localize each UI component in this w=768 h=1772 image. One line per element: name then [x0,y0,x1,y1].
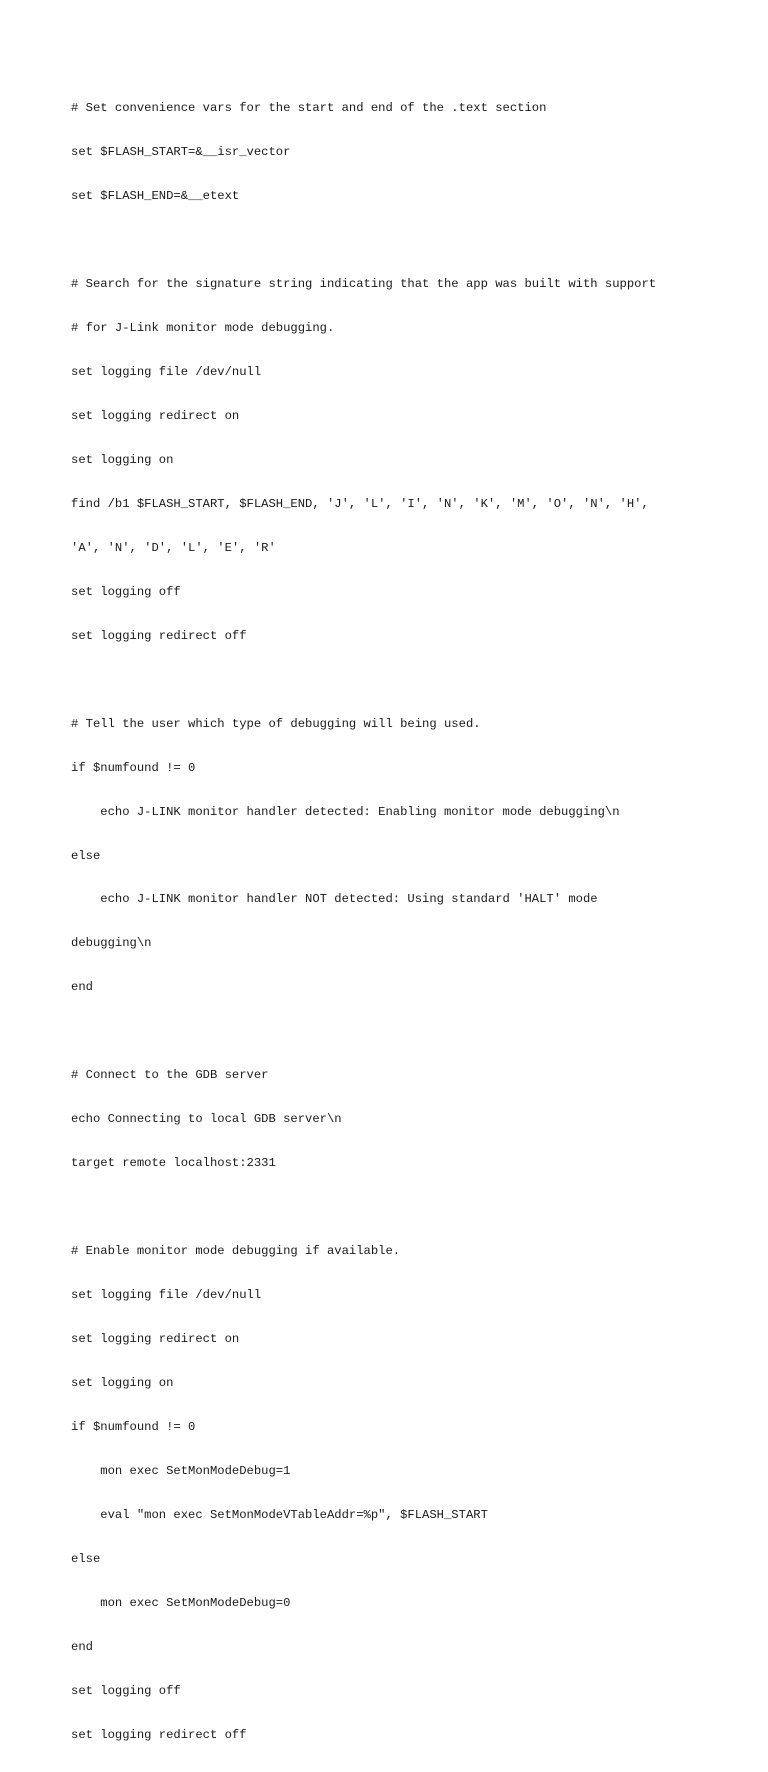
code-line: set logging redirect on [71,1332,240,1346]
code-line: # Search for the signature string indicating that the app was built with support [71,277,657,292]
code-line: set logging redirect on [71,408,240,423]
code-line: 'A', 'N', 'D', 'L', 'E', 'R' [71,540,276,555]
code-line: target remote localhost:2331 [71,1156,276,1171]
code-line: set logging off [71,1683,181,1698]
code-line: set logging redirect off [71,628,247,643]
code-line: else [71,1551,101,1566]
code-line: debugging\n [71,936,152,951]
code-line: echo Connecting to local GDB server\n [71,1112,342,1127]
code-line: if $numfound != 0 [71,760,196,775]
code-line [71,1200,731,1215]
code-line: eval "mon exec SetMonModeVTableAddr=%p", $FLASH_START [71,1507,488,1522]
code-line: set logging off [71,584,181,599]
code-line: set logging file /dev/null [71,365,262,380]
code-line: set $FLASH_START=&__isr_vector [71,145,291,160]
code-line: echo J-LINK monitor handler detected: Enabling monitor mode debugging\n [71,804,620,819]
code-line: set logging on [71,1375,174,1390]
code-line: mon exec SetMonModeDebug=0 [71,1595,291,1610]
code-line: # Set convenience vars for the start and end of the .text section [71,101,547,116]
code-line [71,673,731,688]
code-line: # Enable monitor mode debugging if available. [71,1244,401,1259]
code-line [71,1024,731,1039]
code-line: # for J-Link monitor mode debugging. [71,321,335,336]
code-line: set logging redirect off [71,1727,247,1742]
code-line: echo J-LINK monitor handler NOT detected: Using standard 'HALT' mode [71,892,598,907]
code-line: set logging file /dev/null [71,1288,262,1303]
code-line: else [71,848,101,863]
gdb-script-text [71,72,731,1772]
code-line: # Connect to the GDB server [71,1068,269,1083]
code-line [71,233,731,248]
code-line: # Tell the user which type of debugging will being used. [71,716,481,731]
code-line: end [71,980,93,995]
code-line: if $numfound != 0 [71,1419,196,1434]
code-line: end [71,1639,93,1654]
code-line: set $FLASH_END=&__etext [71,189,240,204]
code-line: set logging on [71,452,174,467]
code-line: find /b1 $FLASH_START, $FLASH_END, 'J', 'L', 'I', 'N', 'K', 'M', 'O', 'N', 'H', [71,496,649,511]
code-line: mon exec SetMonModeDebug=1 [71,1463,291,1478]
